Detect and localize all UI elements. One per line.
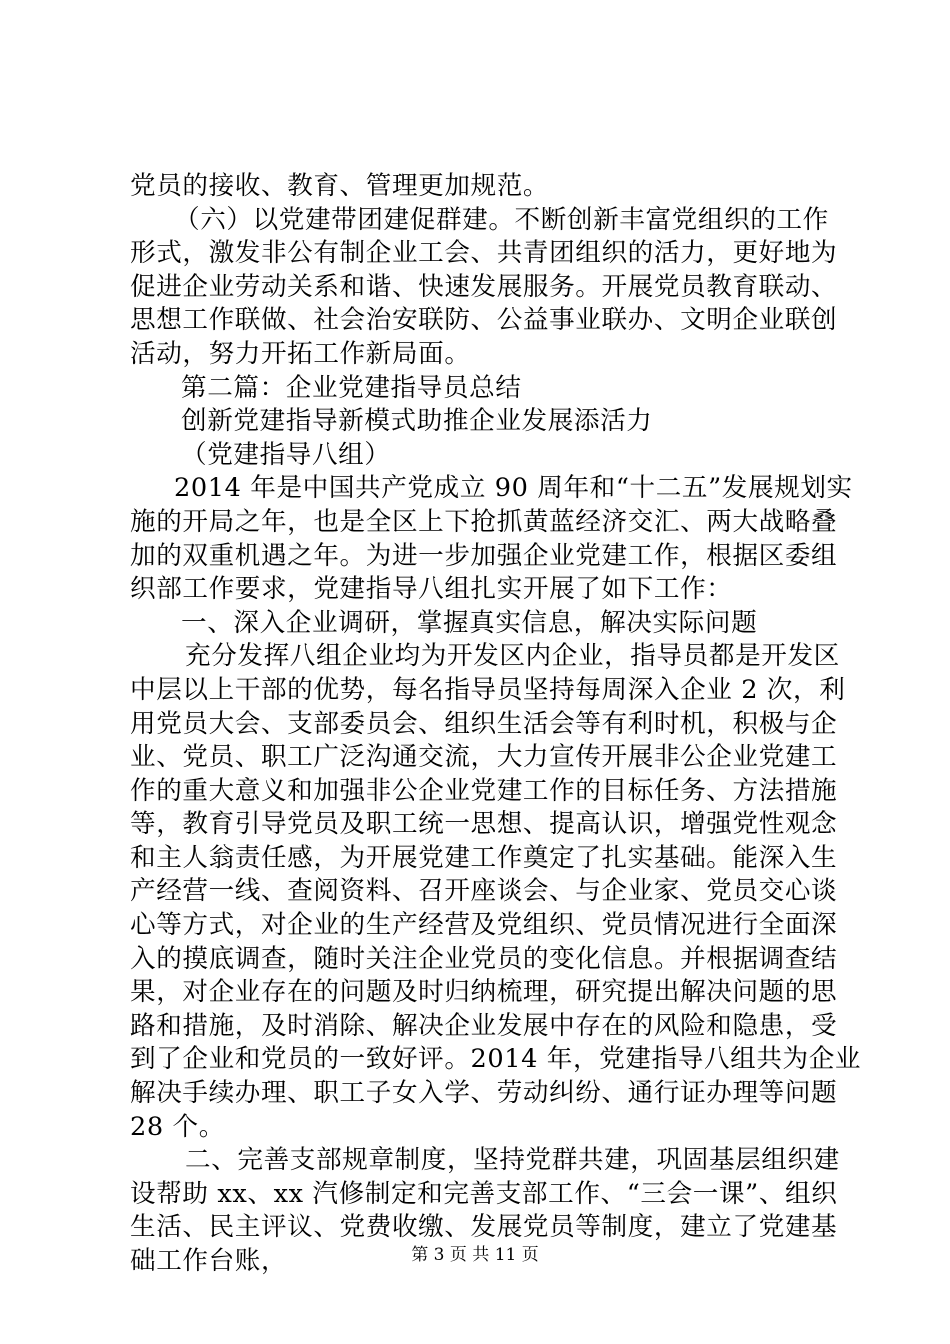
text-line: 果，对企业存在的问题及时归纳梳理，研究提出解决问题的思 <box>130 977 838 1008</box>
text-line: 活动，努力开拓工作新局面。 <box>130 338 471 369</box>
text-line: 形式，激发非公有制企业工会、共青团组织的活力，更好地为 <box>130 238 838 269</box>
text-line: 促进企业劳动关系和谐、快速发展服务。开展党员教育联动、 <box>130 271 838 302</box>
text-line: 作的重大意义和加强非公企业党建工作的目标任务、方法措施 <box>130 775 838 806</box>
text-line: 设帮助 xx、xx 汽修制定和完善支部工作、“三会一课”、组织 <box>130 1178 838 1209</box>
page-number-footer: 第 3 页 共 11 页 <box>411 1245 539 1265</box>
text-line: 业、党员、职工广泛沟通交流，大力宣传开展非公企业党建工 <box>130 742 838 773</box>
text-line: 生活、民主评议、党费收缴、发展党员等制度，建立了党建基 <box>130 1212 838 1243</box>
text-line: 用党员大会、支部委员会、组织生活会等有利时机，积极与企 <box>130 708 838 739</box>
text-line: 心等方式，对企业的生产经营及党组织、党员情况进行全面深 <box>130 910 838 941</box>
text-line: 充分发挥八组企业均为开发区内企业，指导员都是开发区 <box>185 641 840 672</box>
text-line: 思想工作联做、社会治安联防、公益事业联办、文明企业联创 <box>130 305 838 336</box>
text-line: 中层以上干部的优势，每名指导员坚持每周深入企业 2 次，利 <box>130 674 846 705</box>
text-line: 等，教育引导党员及职工统一思想、提高认识，增强党性观念 <box>130 809 838 840</box>
text-line: 施的开局之年，也是全区上下抢抓黄蓝经济交汇、两大战略叠 <box>130 506 838 537</box>
subsection-heading: 一、深入企业调研，掌握真实信息，解决实际问题 <box>181 607 758 638</box>
text-line: 28 个。 <box>130 1111 225 1142</box>
text-line: 入的摸底调查，随时关注企业党员的变化信息。并根据调查结 <box>130 943 838 974</box>
document-body <box>130 170 862 1279</box>
text-line: 织部工作要求，党建指导八组扎实开展了如下工作： <box>130 574 733 605</box>
text-line: 到了企业和党员的一致好评。2014 年，党建指导八组共为企业 <box>130 1044 862 1075</box>
text-line: （六）以党建带团建促群建。不断创新丰富党组织的工作 <box>174 204 829 235</box>
article-title: 创新党建指导新模式助推企业发展添活力 <box>181 406 653 437</box>
section-heading: 第二篇：企业党建指导员总结 <box>181 372 522 403</box>
subsection-heading: 二、完善支部规章制度，坚持党群共建，巩固基层组织建 <box>185 1145 840 1176</box>
article-author: （党建指导八组） <box>181 439 391 470</box>
text-line: 2014 年是中国共产党成立 90 周年和“十二五”发展规划实 <box>174 473 853 504</box>
text-line: 路和措施，及时消除、解决企业发展中存在的风险和隐患，受 <box>130 1010 838 1041</box>
text-line: 党员的接收、教育、管理更加规范。 <box>130 171 550 201</box>
text-line: 加的双重机遇之年。为进一步加强企业党建工作，根据区委组 <box>130 540 838 571</box>
text-line: 础工作台账， <box>130 1246 288 1276</box>
text-line: 解决手续办理、职工子女入学、劳动纠纷、通行证办理等问题 <box>130 1078 838 1109</box>
text-line: 产经营一线、查阅资料、召开座谈会、与企业家、党员交心谈 <box>130 876 838 907</box>
text-line: 和主人翁责任感，为开展党建工作奠定了扎实基础。能深入生 <box>130 842 838 873</box>
